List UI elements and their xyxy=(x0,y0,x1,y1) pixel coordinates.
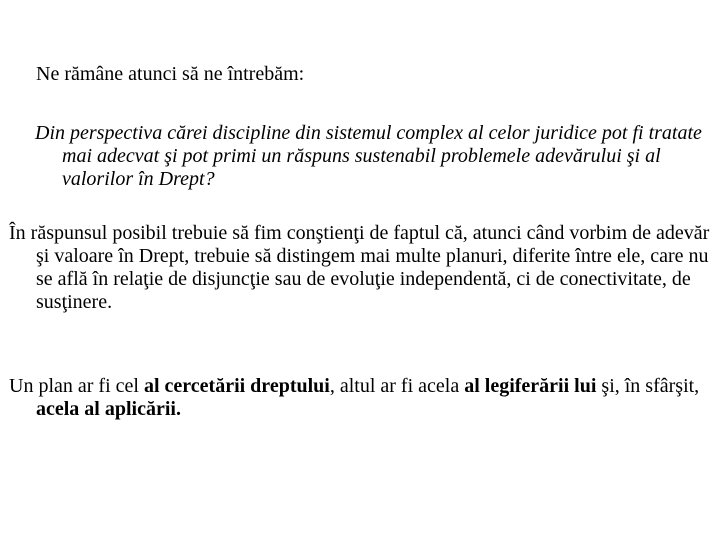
answer-paragraph: În răspunsul posibil trebuie să fim conştienţi de faptul că, atunci când vorbim de adevăr şi valoare în Drept, trebuie să distingem mai multe planuri, diferite între ele, care nu se află în relaţie de disjuncţie sau de evoluţie independentă, ci de conectivitate, de susţinere. xyxy=(9,222,710,313)
intro-question-line: Ne rămâne atunci să ne întrebăm: xyxy=(36,63,305,85)
planes-text-1: Un plan ar fi cel xyxy=(9,375,144,397)
planes-legislation-bold: al legiferării lui xyxy=(464,375,597,397)
planes-paragraph xyxy=(9,375,712,421)
planes-application-bold: acela al aplicării. xyxy=(36,398,181,420)
planes-research-bold: al cercetării dreptului xyxy=(143,375,330,397)
italic-question-paragraph: Din perspectiva cărei discipline din sistemul complex al celor juridice pot fi tratate mai adecvat şi pot primi un răspuns sustenabil problemele adevărului şi al valorilor în Drept? xyxy=(35,122,702,190)
planes-text-3: şi, în sfârşit, xyxy=(596,375,700,397)
planes-text-2: , altul ar fi acela xyxy=(329,375,465,397)
